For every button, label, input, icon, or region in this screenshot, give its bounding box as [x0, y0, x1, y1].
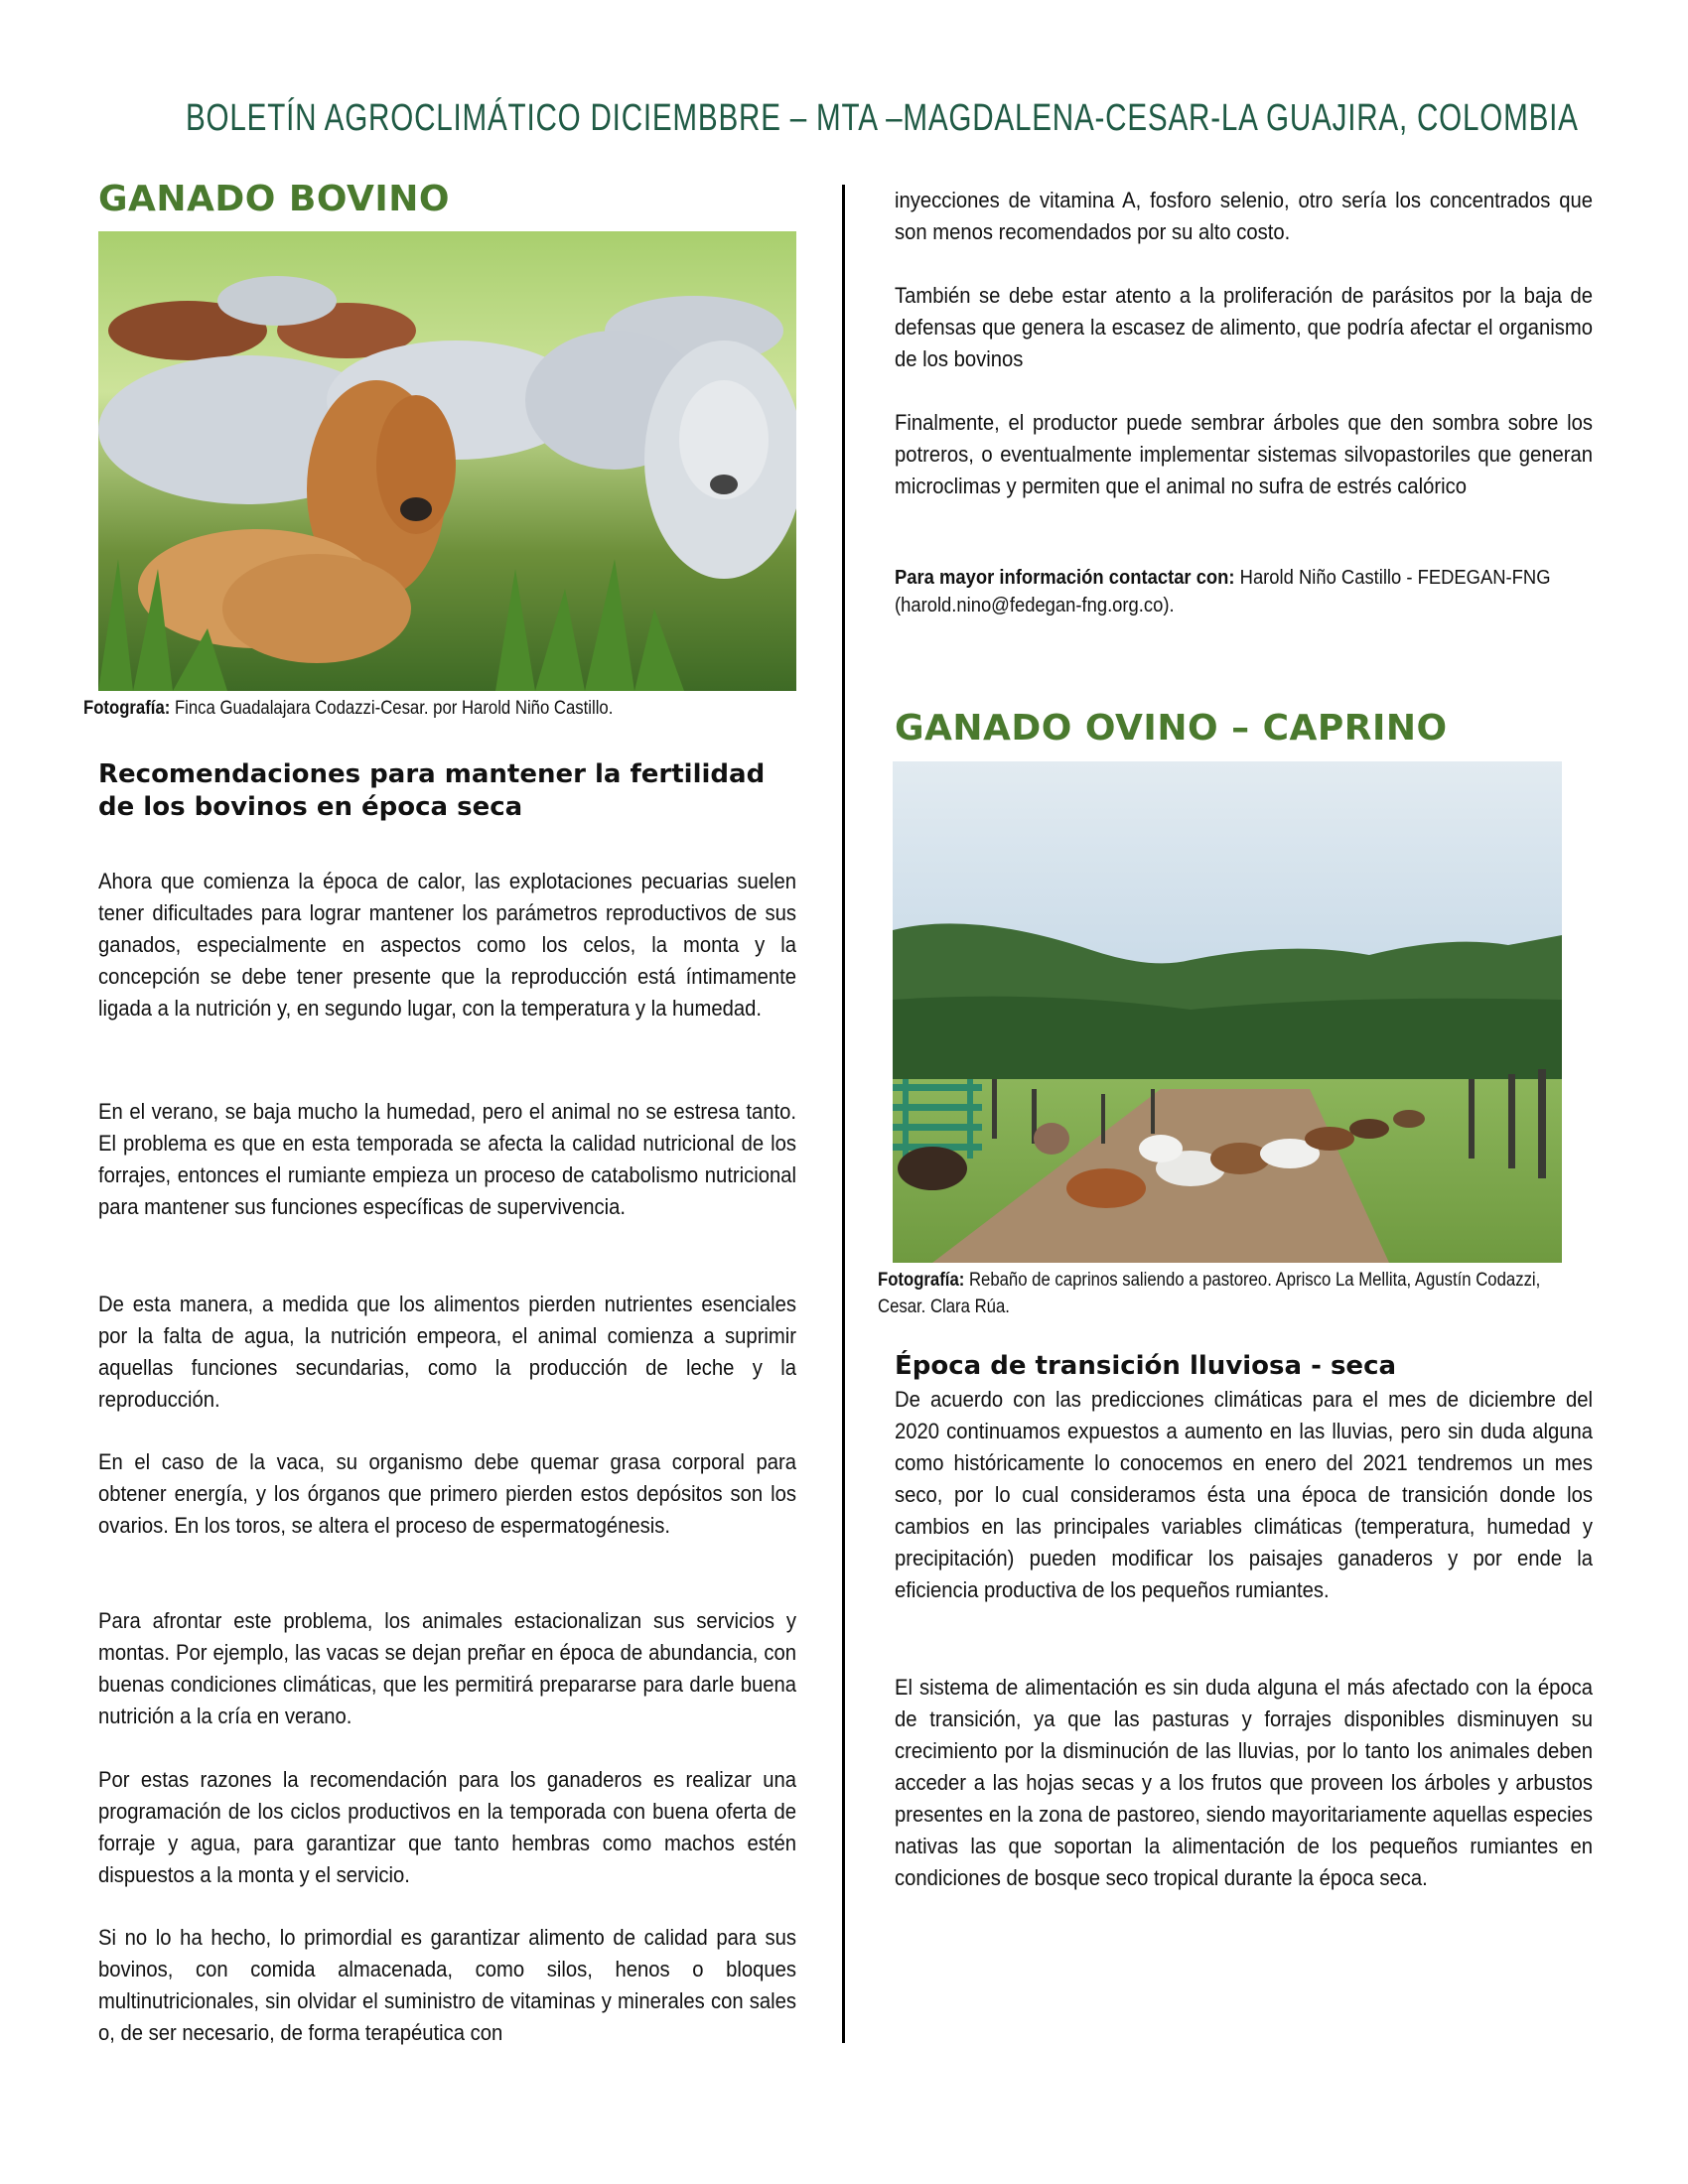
goats-photo	[893, 761, 1562, 1263]
bovino-subheading: Recomendaciones para mantener la fertilidad de los bovinos en época seca	[98, 759, 766, 822]
caption-label: Fotografía:	[83, 698, 171, 719]
goats-photo-caption	[878, 1267, 1586, 1320]
cattle-photo	[98, 231, 796, 691]
caption-text: Rebaño de caprinos saliendo a pastoreo. Aprisco La Mellita, Agustín Codazzi, Cesar. Clara Rúa.	[878, 1270, 1541, 1317]
bovino-paragraph-7: Si no lo ha hecho, lo primordial es garantizar alimento de calidad para sus bovinos, con comida almacenada, como silos, henos o bloques multinutricionales, sin olvidar el suministro de vitaminas y minerales con sales o, de ser necesario, de forma terapéutica con	[98, 1925, 797, 2045]
ovino-paragraph-2: El sistema de alimentación es sin duda alguna el más afectado con la época de transición, ya que las pasturas y forrajes disponibles disminuyen su crecimiento por la disminución de las lluvias, por lo tanto los animales deben acceder a las hojas secas y a los frutos que proveen los árboles y arbustos presentes en la zona de pastoreo, siendo mayoritariamente aquellas especies nativas las que soportan la alimentación de los pequeños rumiantes en condiciones de bosque seco tropical durante la época seca.	[895, 1675, 1594, 1890]
bovino-paragraph-2: En el verano, se baja mucho la humedad, pero el animal no se estresa tanto. El problema es que en esta temporada se afecta la calidad nutricional de los forrajes, entonces el rumiante empieza un proceso de catabolismo nutricional para mantener sus funciones específicas de supervivencia.	[98, 1099, 797, 1219]
contact-label: Para mayor información contactar con:	[895, 567, 1235, 589]
contact-text: Harold Niño Castillo - FEDEGAN-FNG (harold.nino@fedegan-fng.org.co).	[895, 567, 1551, 616]
cattle-photo-caption	[83, 695, 748, 722]
caption-label: Fotografía:	[878, 1270, 965, 1291]
cattle-photo-illustration	[98, 231, 796, 691]
bulletin-title: BOLETÍN AGROCLIMÁTICO DICIEMBBRE – MTA –MAGDALENA-CESAR-LA GUAJIRA, COLOMBIA	[186, 97, 1579, 139]
column-divider	[842, 185, 845, 2043]
bovino-paragraph-1: Ahora que comienza la época de calor, las explotaciones pecuarias suelen tener dificultades para lograr mantener los parámetros reproductivos de sus ganados, especialmente en aspectos como los celos, la monta y la concepción se debe tener presente que la reproducción está íntimamente ligada a la nutrición y, en segundo lugar, con la temperatura y la humedad.	[98, 869, 797, 1021]
bovino-paragraph-6: Por estas razones la recomendación para los ganaderos es realizar una programación de los ciclos productivos en la temporada con buena oferta de forraje y agua, para garantizar que tanto hembras como machos estén dispuestos a la monta y el servicio.	[98, 1767, 797, 1887]
contact-info	[895, 564, 1593, 619]
bovino-continued-paragraph-1: inyecciones de vitamina A, fosforo selenio, otro sería los concentrados que son menos recomendados por su alto costo.	[895, 188, 1594, 244]
goats-photo-illustration	[893, 761, 1562, 1263]
ovino-subheading: Época de transición lluviosa - seca	[895, 1351, 1397, 1381]
section-title-ovino-caprino: GANADO OVINO – CAPRINO	[895, 708, 1448, 749]
bovino-paragraph-4: En el caso de la vaca, su organismo debe quemar grasa corporal para obtener energía, y los órganos que primero pierden estos depósitos son los ovarios. En los toros, se altera el proceso de espermatogénesis.	[98, 1449, 797, 1538]
bovino-paragraph-5: Para afrontar este problema, los animales estacionalizan sus servicios y montas. Por ejemplo, las vacas se dejan preñar en época de abundancia, con buenas condiciones climáticas, que les permitirá prepararse para darle buena nutrición a la cría en verano.	[98, 1608, 797, 1728]
bovino-continued-paragraph-3: Finalmente, el productor puede sembrar árboles que den sombra sobre los potreros, o eventualmente implementar sistemas silvopastoriles que generan microclimas y permiten que el animal no sufra de estrés calórico	[895, 410, 1594, 498]
caption-text: Finca Guadalajara Codazzi-Cesar. por Harold Niño Castillo.	[170, 698, 614, 719]
ovino-paragraph-1: De acuerdo con las predicciones climáticas para el mes de diciembre del 2020 continuamos expuestos a aumento en las lluvias, pero sin duda alguna como históricamente lo conocemos en enero del 2021 tendremos un mes seco, por lo cual consideramos ésta una época de transición donde los cambios en las principales variables climáticas (temperatura, humedad y precipitación) pueden modificar los paisajes ganaderos y por ende la eficiencia productiva de los pequeños rumiantes.	[895, 1387, 1594, 1602]
bovino-continued-paragraph-2: También se debe estar atento a la proliferación de parásitos por la baja de defensas que genera la escasez de alimento, que podría afectar el organismo de los bovinos	[895, 283, 1594, 371]
section-title-bovino: GANADO BOVINO	[98, 179, 450, 219]
bovino-paragraph-3: De esta manera, a medida que los alimentos pierden nutrientes esenciales por la falta de agua, la nutrición empeora, el animal comienza a suprimir aquellas funciones secundarias, como la producción de leche y la reproducción.	[98, 1292, 797, 1412]
